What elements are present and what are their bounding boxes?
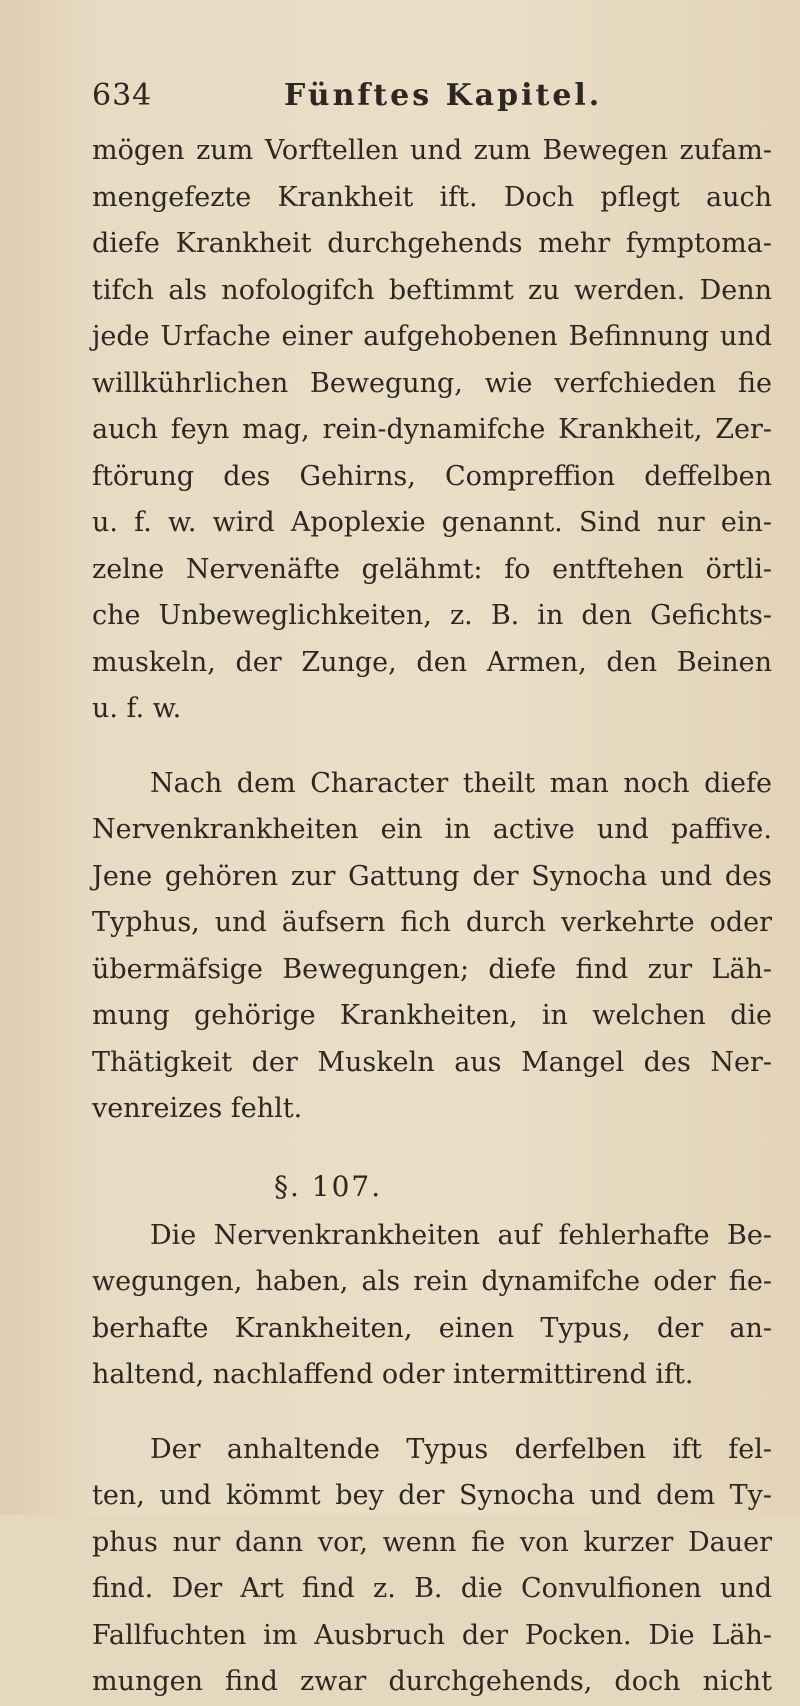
text-line: Die Nervenkrankheiten auf fehlerhafte Be- [150, 1219, 772, 1251]
text-line: Nach dem Character theilt man noch diefe [150, 767, 772, 799]
text-line: che Unbeweglichkeiten, z. B. in den Gefichts- [92, 600, 772, 631]
text-line: u. f. w. [92, 693, 182, 724]
paragraph-2 [92, 761, 772, 1133]
text-line: wegungen, haben, als rein dynamifche oder fie- [92, 1266, 772, 1297]
text-line: übermäfsige Bewegungen; diefe find zur Läh- [92, 953, 772, 985]
paragraph-3 [92, 1213, 772, 1399]
paragraph-gap [92, 1399, 772, 1427]
text-line: mung gehörige Krankheiten, in welchen die [92, 1000, 772, 1031]
page-header [92, 78, 732, 118]
page-number: 634 [92, 78, 153, 113]
text-line: ten, und kömmt bey der Synocha und dem Ty- [92, 1480, 772, 1511]
text-line: find. Der Art find z. B. die Convulfionen und [92, 1573, 772, 1604]
text-line: venreizes fehlt. [92, 1093, 303, 1124]
text-line: haltend, nachlaffend oder intermittirend ift. [92, 1359, 694, 1390]
text-line: mungen find zwar durchgehends, doch nicht [92, 1666, 772, 1697]
text-line: Typhus, und äufsern fich durch verkehrte oder [92, 907, 772, 938]
paragraph-1 [92, 128, 772, 733]
text-line: ftörung des Gehirns, Compreffion deffelben [92, 460, 772, 492]
body-text [92, 128, 772, 1706]
text-line: Nervenkrankheiten ein in active und paffive. [92, 814, 772, 845]
section-heading: §. 107. [274, 1169, 383, 1203]
text-line: Jene gehören zur Gattung der Synocha und des [92, 860, 772, 892]
text-line: phus nur dann vor, wenn fie von kurzer Dauer [92, 1526, 772, 1558]
text-line: Thätigkeit der Muskeln aus Mangel des Ner- [92, 1046, 772, 1078]
paragraph-gap [92, 733, 772, 761]
text-line: jede Urfache einer aufgehobenen Befinnung und [92, 321, 772, 352]
text-line: berhafte Krankheiten, einen Typus, der an- [92, 1312, 772, 1344]
text-line: auch feyn mag, rein-dynamifche Krankheit, Zer- [92, 414, 772, 445]
text-line: Fallfuchten im Ausbruch der Pocken. Die Läh- [92, 1619, 772, 1651]
paragraph-gap [92, 1133, 772, 1161]
text-line: muskeln, der Zunge, den Armen, den Beinen [92, 646, 772, 678]
text-line: diefe Krankheit durchgehends mehr fymptoma- [92, 228, 772, 259]
text-line: u. f. w. wird Apoplexie genannt. Sind nur ein- [92, 507, 772, 538]
text-line: mögen zum Vorftellen und zum Bewegen zufam- [92, 135, 772, 166]
running-title: Fünftes Kapitel. [284, 78, 603, 113]
text-line: zelne Nervenäfte gelähmt: fo entftehen örtli- [92, 553, 772, 585]
text-line: Der anhaltende Typus derfelben ift fel- [150, 1433, 772, 1465]
text-line: tifch als nofologifch beftimmt zu werden. Denn [92, 274, 772, 306]
text-line: willkührlichen Bewegung, wie verfchieden fie [92, 367, 772, 399]
paragraph-4 [92, 1427, 772, 1706]
text-line: mengefezte Krankheit ift. Doch pflegt auch [92, 181, 772, 213]
